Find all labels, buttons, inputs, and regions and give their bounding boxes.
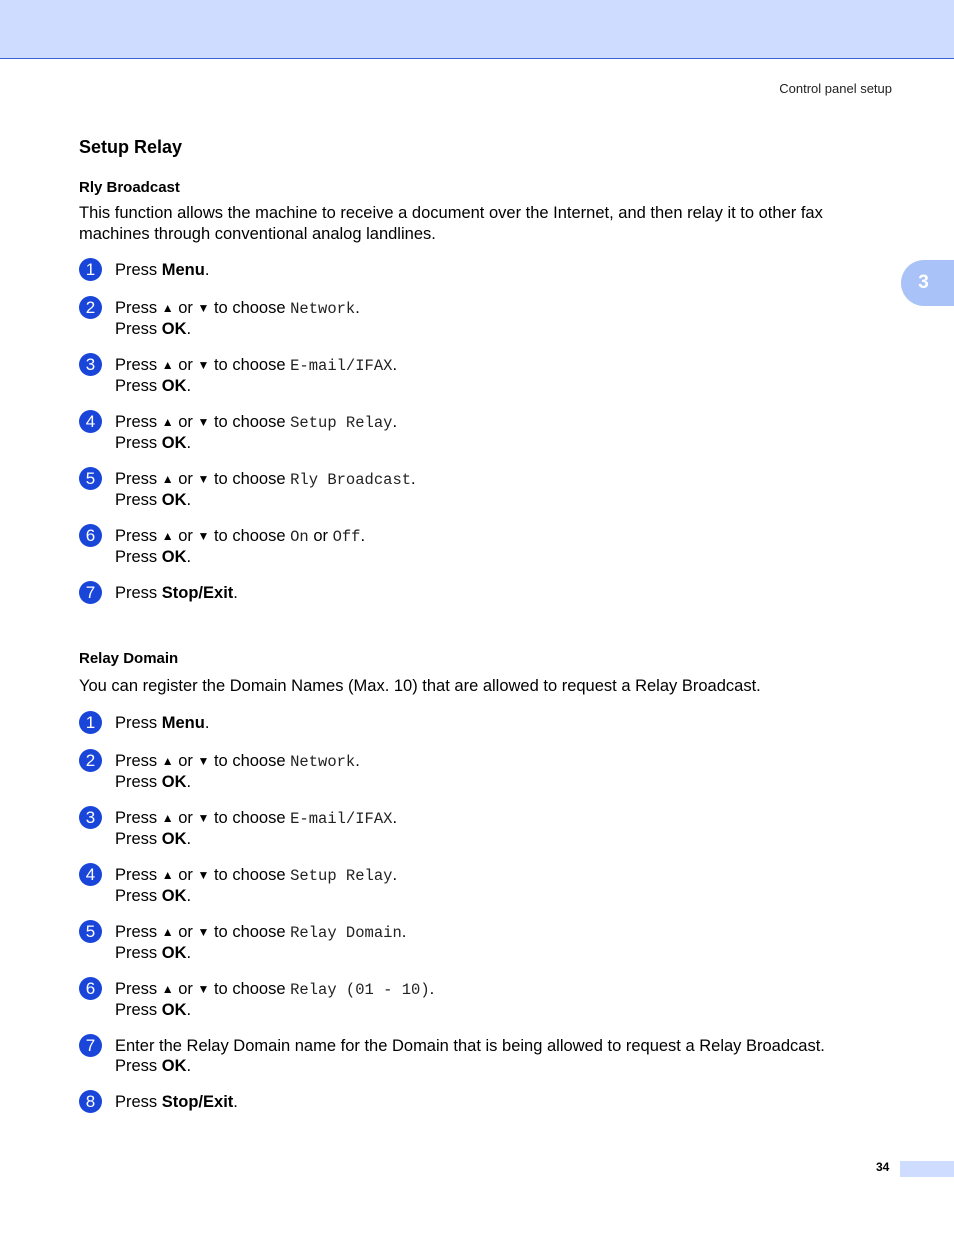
- step-text: to choose: [209, 356, 291, 374]
- down-arrow-icon: ▼: [197, 472, 210, 486]
- step-text: .: [186, 434, 192, 452]
- step-text: .: [355, 752, 360, 770]
- step-text: or: [173, 809, 198, 827]
- up-arrow-icon: ▲: [161, 415, 174, 429]
- step-text: .: [392, 413, 398, 431]
- menu-option: E-mail/IFAX: [290, 357, 393, 375]
- menu-option: Rly Broadcast: [290, 471, 412, 489]
- down-arrow-icon: ▼: [197, 415, 210, 429]
- down-arrow-icon: ▼: [197, 982, 210, 996]
- step-number: 8: [79, 1090, 102, 1113]
- step: [79, 469, 869, 510]
- running-header: Control panel setup: [779, 81, 892, 96]
- menu-option: Off: [332, 528, 361, 546]
- step-text: Press: [115, 491, 162, 509]
- step-text: .: [411, 470, 416, 488]
- step-text: Press: [115, 377, 162, 395]
- menu-option: Relay Domain: [290, 924, 402, 942]
- step-text: or: [173, 866, 198, 884]
- step-number: 2: [79, 296, 102, 319]
- up-arrow-icon: ▲: [161, 358, 174, 372]
- step: [79, 751, 869, 792]
- step-key: Stop/Exit: [161, 584, 234, 602]
- step-key: OK: [161, 377, 187, 395]
- step-text: or: [173, 923, 198, 941]
- step-text: to choose: [209, 809, 291, 827]
- step-text: Press: [115, 944, 162, 962]
- step-text: .: [186, 887, 192, 905]
- step-number: 2: [79, 749, 102, 772]
- step: [79, 355, 869, 396]
- step-text: Press: [115, 866, 162, 884]
- step-text: .: [186, 1057, 192, 1075]
- step-text: Press: [115, 470, 162, 488]
- step-text: to choose: [209, 299, 291, 317]
- step-text: .: [186, 491, 192, 509]
- page-number-bar: [900, 1161, 954, 1177]
- step-key: Menu: [161, 261, 205, 279]
- step: [79, 583, 869, 605]
- down-arrow-icon: ▼: [197, 529, 210, 543]
- step: [79, 412, 869, 453]
- step: [79, 922, 869, 963]
- step: [79, 260, 869, 282]
- step-text: Press: [115, 714, 162, 732]
- step-number: 7: [79, 1034, 102, 1057]
- step-text: Press: [115, 413, 162, 431]
- step-key: OK: [161, 1057, 187, 1075]
- page-number: 34: [876, 1160, 890, 1174]
- down-arrow-icon: ▼: [197, 301, 210, 315]
- menu-option: Setup Relay: [290, 414, 393, 432]
- step-key: OK: [161, 944, 187, 962]
- step-text: to choose: [209, 470, 291, 488]
- step-text: Press: [115, 527, 162, 545]
- step-number: 1: [79, 258, 102, 281]
- step-text: Press: [115, 356, 162, 374]
- up-arrow-icon: ▲: [161, 754, 174, 768]
- step-text: .: [186, 944, 192, 962]
- step-key: OK: [161, 773, 187, 791]
- step-text: Press: [115, 261, 162, 279]
- step-text: Press: [115, 434, 162, 452]
- steps-rly-broadcast: [79, 260, 869, 605]
- step-text: or: [173, 752, 198, 770]
- up-arrow-icon: ▲: [161, 529, 174, 543]
- down-arrow-icon: ▼: [197, 754, 210, 768]
- step-text: .: [186, 773, 192, 791]
- down-arrow-icon: ▼: [197, 925, 210, 939]
- down-arrow-icon: ▼: [197, 358, 210, 372]
- step-text: to choose: [209, 980, 291, 998]
- step-text: to choose: [209, 866, 291, 884]
- intro-relay-domain: You can register the Domain Names (Max. 10) that are allowed to request a Relay Broadcast.: [79, 677, 761, 695]
- menu-option: E-mail/IFAX: [290, 810, 393, 828]
- step-key: OK: [161, 434, 187, 452]
- step: [79, 865, 869, 906]
- step-key: Stop/Exit: [161, 1093, 234, 1111]
- step: [79, 1036, 869, 1076]
- step-text: .: [186, 830, 192, 848]
- up-arrow-icon: ▲: [161, 868, 174, 882]
- step-text: Press: [115, 830, 162, 848]
- step-text: .: [233, 584, 238, 602]
- step-key: OK: [161, 491, 187, 509]
- step-text: or: [173, 413, 198, 431]
- header-band: [0, 0, 954, 59]
- step-text: .: [360, 527, 366, 545]
- step: [79, 979, 869, 1020]
- subsection-title-rly-broadcast: Rly Broadcast: [79, 179, 180, 196]
- step-text: .: [429, 980, 435, 998]
- step-text: .: [392, 356, 398, 374]
- step-text: .: [186, 1001, 192, 1019]
- step-text: or: [173, 527, 198, 545]
- up-arrow-icon: ▲: [161, 982, 174, 996]
- step-text: to choose: [209, 527, 291, 545]
- step-text: .: [186, 377, 192, 395]
- step-text: or: [308, 527, 333, 545]
- step-key: OK: [161, 548, 187, 566]
- step-text: or: [173, 470, 198, 488]
- section-title: Setup Relay: [79, 137, 183, 157]
- menu-option: Setup Relay: [290, 867, 393, 885]
- step-number: 4: [79, 410, 102, 433]
- step-key: OK: [161, 887, 187, 905]
- page-content: [79, 136, 869, 1114]
- step: [79, 1092, 869, 1114]
- step-text: .: [204, 261, 210, 279]
- step-text: Press: [115, 887, 162, 905]
- subsection-title-relay-domain: Relay Domain: [79, 650, 179, 667]
- step-number: 4: [79, 863, 102, 886]
- step-text: Press: [115, 1057, 162, 1075]
- step-text: Press: [115, 980, 162, 998]
- step-number: 6: [79, 524, 102, 547]
- step-text: .: [392, 809, 398, 827]
- step-text: to choose: [209, 752, 291, 770]
- step-text: .: [186, 548, 192, 566]
- step: [79, 713, 869, 735]
- down-arrow-icon: ▼: [197, 868, 210, 882]
- step-number: 6: [79, 977, 102, 1000]
- step-number: 5: [79, 467, 102, 490]
- step: [79, 808, 869, 849]
- step-key: OK: [161, 320, 187, 338]
- step-text: Press: [115, 1093, 162, 1111]
- step-text: Press: [115, 752, 162, 770]
- step-text: or: [173, 980, 198, 998]
- step-key: OK: [161, 830, 187, 848]
- chapter-tab: 3: [901, 260, 954, 306]
- up-arrow-icon: ▲: [161, 472, 174, 486]
- step-number: 1: [79, 711, 102, 734]
- step-text: .: [204, 714, 210, 732]
- step-key: Menu: [161, 714, 205, 732]
- menu-option: On: [290, 528, 309, 546]
- up-arrow-icon: ▲: [161, 925, 174, 939]
- step-text: Press: [115, 923, 162, 941]
- step-text: .: [355, 299, 360, 317]
- step-text: Press: [115, 299, 162, 317]
- step-text: Press: [115, 320, 162, 338]
- steps-relay-domain: [79, 713, 869, 1114]
- step-text: Press: [115, 1001, 162, 1019]
- menu-option: Relay (01 - 10): [290, 981, 430, 999]
- step-text: .: [186, 320, 192, 338]
- step-text: Press: [115, 584, 162, 602]
- step-text: to choose: [209, 923, 291, 941]
- step-number: 3: [79, 353, 102, 376]
- step: [79, 526, 869, 567]
- step-text: Press: [115, 548, 162, 566]
- step-text: Press: [115, 809, 162, 827]
- up-arrow-icon: ▲: [161, 301, 174, 315]
- step: [79, 298, 869, 339]
- menu-option: Network: [290, 300, 356, 318]
- step-number: 7: [79, 581, 102, 604]
- step-text: or: [173, 299, 198, 317]
- step-text: Press: [115, 773, 162, 791]
- down-arrow-icon: ▼: [197, 811, 210, 825]
- intro-rly-broadcast: This function allows the machine to receive a document over the Internet, and then relay it to other fax machines through conventional analog landlines.: [79, 204, 823, 243]
- step-text: .: [401, 923, 407, 941]
- step-key: OK: [161, 1001, 187, 1019]
- up-arrow-icon: ▲: [161, 811, 174, 825]
- step-number: 3: [79, 806, 102, 829]
- step-text: .: [392, 866, 398, 884]
- step-number: 5: [79, 920, 102, 943]
- step-text: .: [233, 1093, 238, 1111]
- step-text: to choose: [209, 413, 291, 431]
- menu-option: Network: [290, 753, 356, 771]
- step-text: or: [173, 356, 198, 374]
- step-text: Enter the Relay Domain name for the Domain that is being allowed to request a Relay Broadcast.: [115, 1037, 825, 1055]
